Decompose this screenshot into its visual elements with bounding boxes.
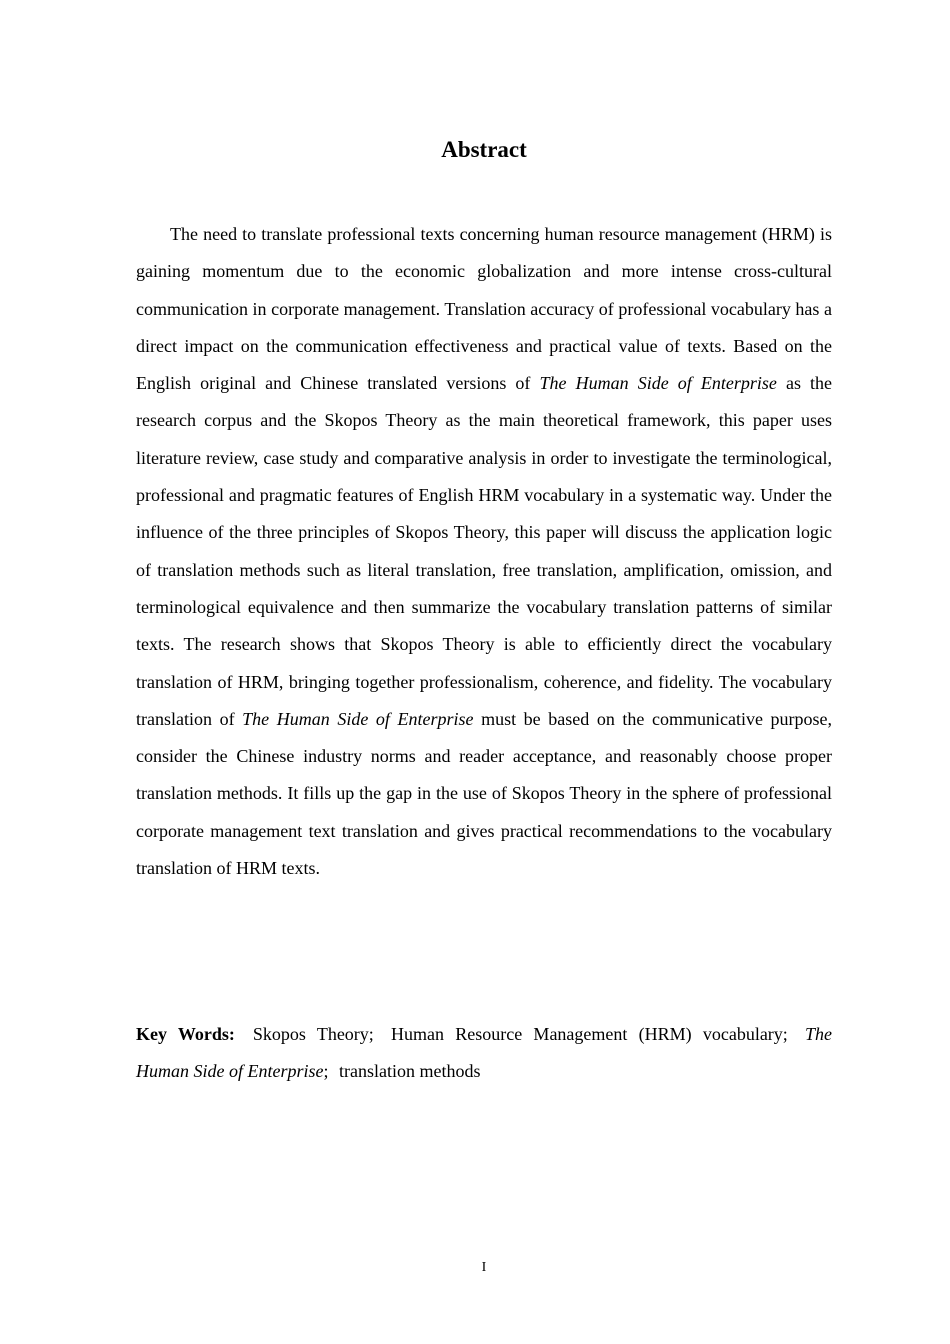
keyword-item: Human Resource Management (HRM) vocabulary;: [391, 1024, 788, 1044]
abstract-text-part-1: The need to translate professional texts concerning human resource management (HRM) is gaining momentum due to the economic globalization and more intense cross-cultural communication in corporate management. Translation accuracy of professional vocabulary has a direct impact on the communication effectiveness and practical value of texts. Based on the English original and Chinese translated versions of: [136, 224, 832, 394]
keywords-line: [136, 1016, 832, 1091]
abstract-paragraph: [136, 216, 832, 887]
keyword-item-italic: The Human Side of Enterprise: [136, 1024, 833, 1082]
keyword-separator: ;: [323, 1061, 329, 1082]
abstract-text-part-3: must be based on the communicative purpose, consider the Chinese industry norms and reader acceptance, and reasonably choose proper translation methods. It fills up the gap in the use of Skopos Theory in the sphere of professional corporate management text translation and gives practical recommendations to the vocabulary translation of HRM texts.: [136, 708, 833, 879]
keyword-item: Skopos Theory;: [252, 1024, 374, 1044]
book-title-italic: The Human Side of Enterprise: [539, 373, 777, 394]
abstract-title: Abstract: [441, 137, 527, 162]
book-title-italic: The Human Side of Enterprise: [242, 708, 474, 729]
abstract-text-part-2: as the research corpus and the Skopos Theory as the main theoretical framework, this paper uses literature review, case study and comparative analysis in order to investigate the terminological, professional and pragmatic features of English HRM vocabulary in a systematic way. Under the influence of the three principles of Skopos Theory, this paper will discuss the application logic of translation methods such as literal translation, free translation, amplification, omission, and terminological equivalence and then summarize the vocabulary translation patterns of similar texts. The research shows that Skopos Theory is able to efficiently direct the vocabulary translation of HRM, bringing together professionalism, coherence, and fidelity. The vocabulary translation of: [136, 373, 833, 729]
keywords-label: Key Words:: [136, 1024, 235, 1044]
keyword-item: translation methods: [339, 1061, 481, 1082]
page-number: I: [481, 1260, 487, 1275]
